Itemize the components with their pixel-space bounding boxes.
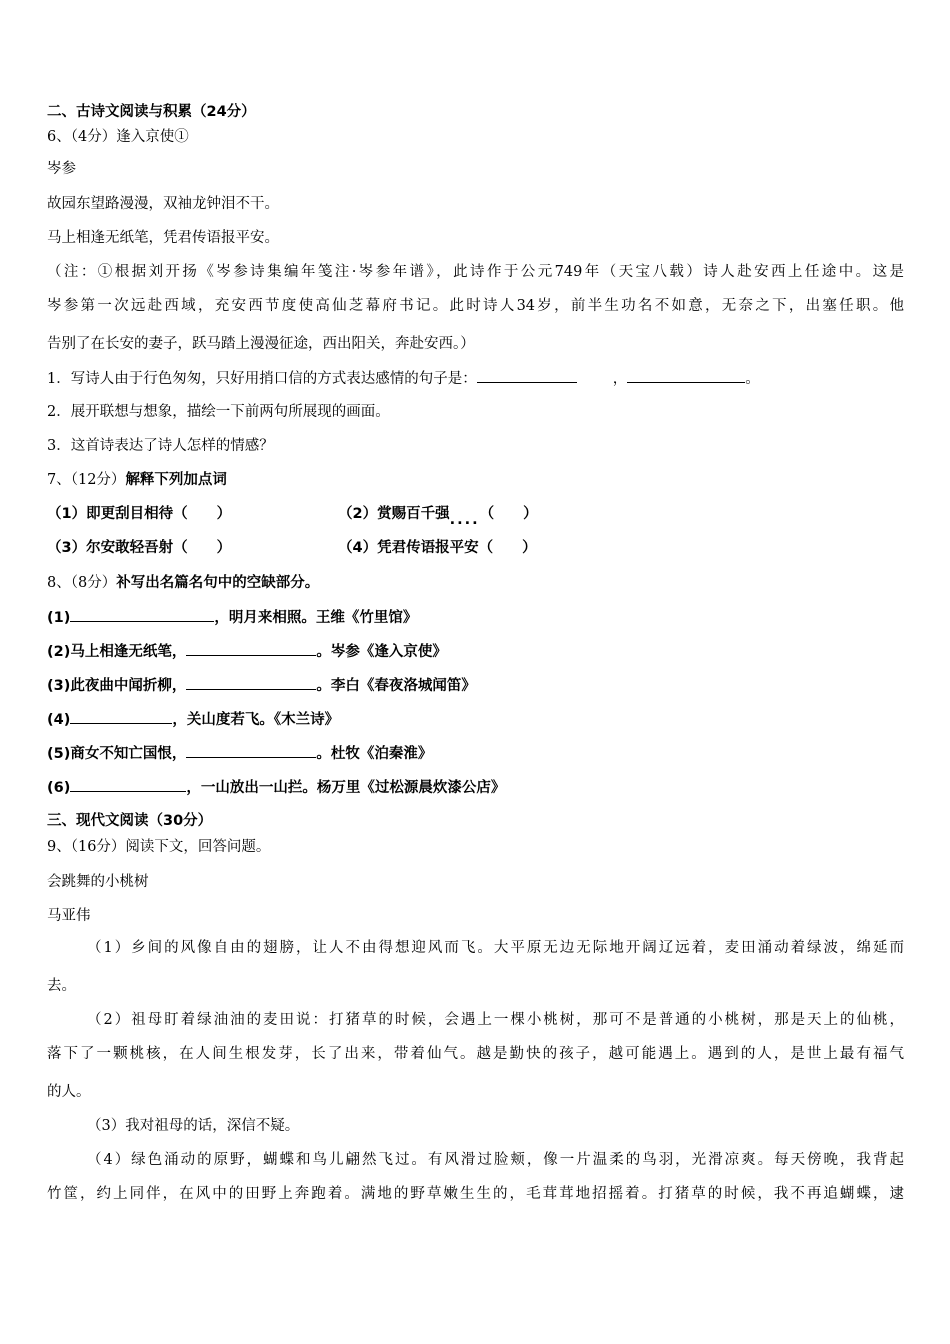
q8-line-5-end: 。杜牧《泊秦淮》: [316, 746, 433, 762]
paragraph-3: （3）我对祖母的话，深信不疑。: [87, 1118, 300, 1134]
q7-item-1: （1）即更刮目相待（ ）: [47, 506, 232, 522]
q7-item-2-text: （2）赏赐百千强: [338, 506, 450, 522]
q8-line-3: [47, 675, 476, 696]
q7-item-4: （4）凭君传语报平安（ ）: [338, 540, 537, 556]
q7-title-prefix: 7、（12分）: [47, 472, 126, 488]
poem-note-line-2: 岑参第一次远赴西域，充安西节度使高仙芝幕府书记。此时诗人34岁，前半生功名不如意，无奈之下，出塞任职。他: [47, 298, 904, 314]
q8-title: [47, 573, 319, 593]
paragraph-2-line-1: （2）祖母盯着绿油油的麦田说：打猪草的时候，会遇上一棵小桃树，那可不是普通的小桃树，那是天上的仙桃，: [87, 1012, 904, 1028]
q8-line-5: [47, 743, 432, 764]
q8-line-4: [47, 709, 339, 730]
q6-sub1-text: 1．写诗人由于行色匆匆，只好用捎口信的方式表达感情的句子是：: [47, 371, 477, 387]
section3-heading: 三、现代文阅读（30分）: [47, 813, 213, 829]
answer-blank[interactable]: [186, 641, 316, 656]
answer-blank[interactable]: [186, 675, 316, 690]
q8-line-3-end: 。李白《春夜洛城闻笛》: [316, 678, 476, 694]
q6-sub1-end: 。: [745, 371, 760, 387]
q8-line-6: [47, 777, 505, 798]
emphasis-dots: ....: [449, 512, 480, 528]
q8-line-1-end: ，明月来相照。王维《竹里馆》: [214, 610, 418, 626]
q8-line-2: [47, 641, 447, 662]
answer-blank[interactable]: [627, 368, 745, 383]
q7-row-2: [47, 538, 567, 558]
poem-author: 岑参: [47, 161, 76, 177]
q8-line-6-start: (6): [47, 780, 71, 796]
answer-blank[interactable]: [477, 368, 577, 383]
answer-blank[interactable]: [70, 709, 172, 724]
answer-blank[interactable]: [70, 607, 214, 622]
paragraph-1-line-2: 去。: [47, 978, 76, 994]
q6-subquestion-1: [47, 368, 760, 389]
story-title: 会跳舞的小桃树: [47, 874, 149, 890]
section2-heading: 二、古诗文阅读与积累（24分）: [47, 104, 256, 120]
q9-title: 9、（16分）阅读下文，回答问题。: [47, 839, 271, 855]
q8-line-4-end: ，关山度若飞。《木兰诗》: [172, 712, 340, 728]
q8-line-1-start: (1): [47, 610, 71, 626]
q8-line-6-end: ，一山放出一山拦。杨万里《过松源晨炊漆公店》: [186, 780, 506, 796]
answer-blank[interactable]: [186, 743, 316, 758]
paragraph-1-line-1: （1）乡间的风像自由的翅膀，让人不由得想迎风而飞。大平原无边无际地开阔辽远着，麦田涌动着绿波，绵延而: [87, 940, 904, 956]
q6-title: 6、（4分）逢入京使①: [47, 129, 189, 145]
q8-title-prefix: 8、（8分）: [47, 575, 117, 591]
poem-line-1: 故园东望路漫漫，双袖龙钟泪不干。: [47, 196, 279, 212]
poem-line-2: 马上相逢无纸笔，凭君传语报平安。: [47, 230, 279, 246]
q6-subquestion-2: 2．展开联想与想象，描绘一下前两句所展现的画面。: [47, 404, 390, 420]
q7-item-2-paren: （ ）: [479, 506, 538, 522]
q8-line-4-start: (4): [47, 712, 71, 728]
q8-line-3-start: (3)此夜曲中闻折柳，: [47, 678, 187, 694]
paragraph-2-line-2: 落下了一颗桃核，在人间生根发芽，长了出来，带着仙气。越是勤快的孩子，越可能遇上。遇到的人，是世上最有福气: [47, 1046, 904, 1062]
q7-row-1: [47, 504, 567, 528]
story-author: 马亚伟: [47, 908, 91, 924]
q8-title-instruction: 补写出名篇名句中的空缺部分。: [116, 575, 320, 591]
q6-sub1-separator: ，: [612, 371, 628, 387]
q7-item-2: [338, 504, 538, 528]
q8-line-2-end: 。岑参《逢入京使》: [316, 644, 447, 660]
q8-line-1: [47, 607, 417, 628]
q6-subquestion-3: 3．这首诗表达了诗人怎样的情感？: [47, 438, 274, 454]
paragraph-2-line-3: 的人。: [47, 1084, 91, 1100]
q8-line-2-start: (2)马上相逢无纸笔，: [47, 644, 187, 660]
paragraph-4-line-2: 竹筐，约上同伴，在风中的田野上奔跑着。满地的野草嫩生生的，毛茸茸地招摇着。打猪草的时候，我不再追蝴蝶，逮: [47, 1186, 904, 1202]
answer-blank[interactable]: [70, 777, 186, 792]
q7-item-3: （3）尔安敢轻吾射（ ）: [47, 540, 232, 556]
q8-line-5-start: (5)商女不知亡国恨，: [47, 746, 187, 762]
q7-title-instruction: 解释下列加点词: [125, 472, 227, 488]
q7-title: [47, 470, 227, 490]
poem-note-line-3: 告别了在长安的妻子，跃马踏上漫漫征途，西出阳关，奔赴安西。）: [47, 336, 475, 352]
paragraph-4-line-1: （4）绿色涌动的原野，蝴蝶和鸟儿翩然飞过。有风滑过脸颊，像一片温柔的鸟羽，光滑凉爽。每天傍晚，我背起: [87, 1152, 904, 1168]
poem-note-line-1: （注：①根据刘开扬《岑参诗集编年笺注·岑参年谱》，此诗作于公元749年（天宝八载）诗人赴安西上任途中。这是: [47, 264, 904, 280]
